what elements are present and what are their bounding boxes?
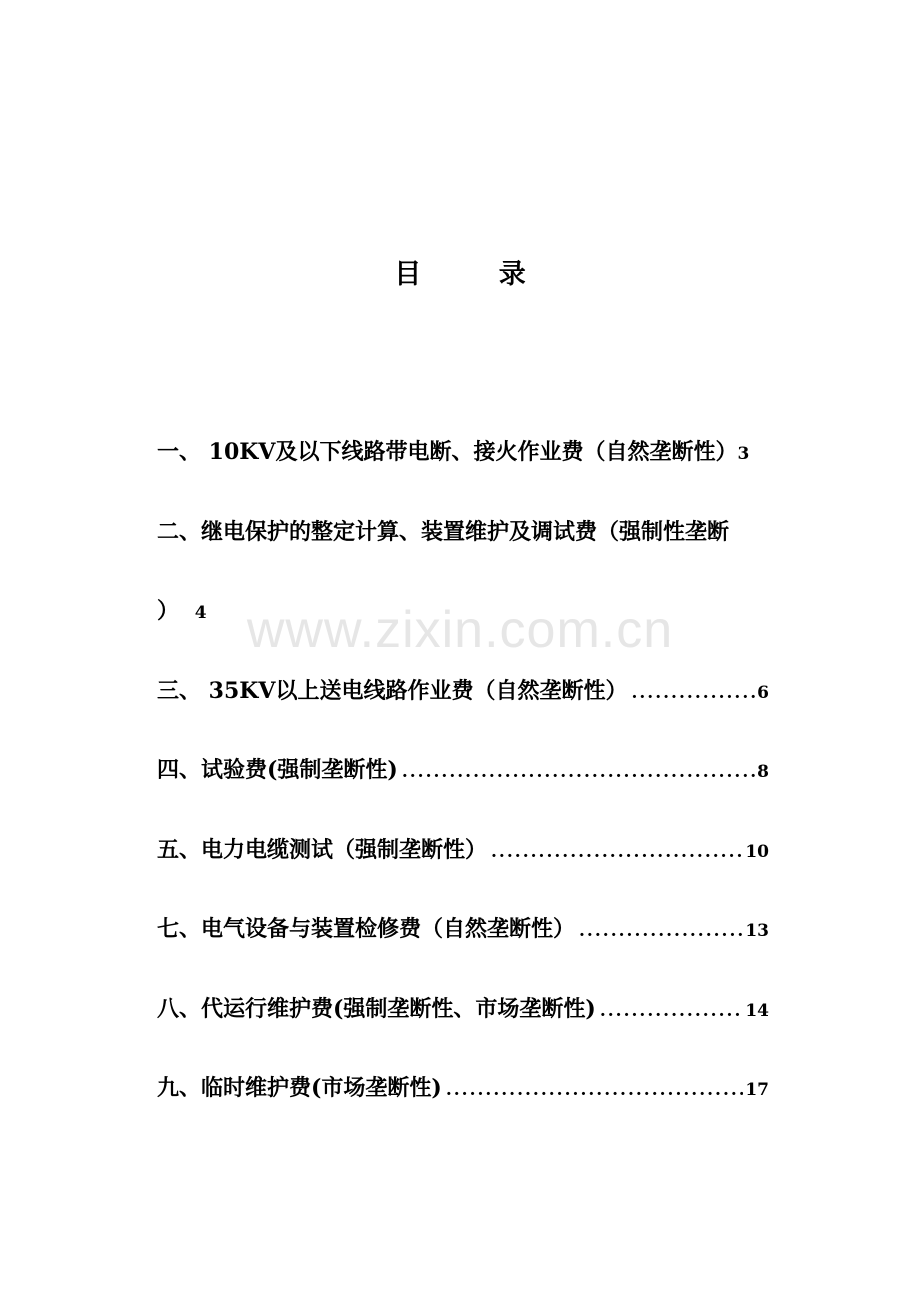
- toc-entry-text: 九、临时维护费(市场垄断性): [157, 1075, 442, 1101]
- watermark: www.zixin.com.cn: [246, 601, 674, 659]
- toc-entry-text-continued: ）: [157, 598, 180, 624]
- toc-leader-dots: [491, 837, 743, 867]
- toc-entry-text: 四、试验费(强制垄断性): [157, 757, 398, 783]
- toc-entry-page: 4: [194, 603, 207, 623]
- toc-entry-text: 五、电力电缆测试（强制垄断性）: [157, 837, 488, 863]
- toc-entry-6[interactable]: [157, 914, 769, 946]
- toc-entry-page: 17: [745, 1080, 769, 1100]
- toc-entry-page: 10: [745, 842, 769, 862]
- toc-entry-text: 一、 10KV及以下线路带电断、接火作业费（自然垄断性）: [157, 439, 738, 465]
- toc-leader-dots: [631, 678, 755, 708]
- toc-leader-dots: [446, 1075, 744, 1105]
- toc-entry-3[interactable]: [157, 676, 769, 708]
- toc-entry-4[interactable]: [157, 755, 769, 787]
- toc-entry-page: 14: [745, 1001, 769, 1021]
- toc-entry-page: 8: [757, 762, 769, 782]
- toc-leader-dots: [579, 916, 743, 946]
- toc-entry-8[interactable]: [157, 1073, 769, 1105]
- toc-leader-dots: [600, 996, 744, 1026]
- toc-entry-2-continued[interactable]: [157, 596, 207, 628]
- toc-entry-1[interactable]: [157, 437, 749, 469]
- page-title: 目 录: [394, 259, 560, 290]
- toc-entry-page: 13: [745, 921, 769, 941]
- toc-entry-text: 八、代运行维护费(强制垄断性、市场垄断性): [157, 996, 596, 1022]
- toc-entry-text: 三、 35KV以上送电线路作业费（自然垄断性）: [157, 678, 628, 704]
- toc-entry-7[interactable]: [157, 994, 769, 1026]
- toc-entry-5[interactable]: [157, 835, 769, 867]
- toc-entry-page: 6: [757, 683, 769, 703]
- toc-entry-2[interactable]: [157, 517, 729, 547]
- toc-leader-dots: [402, 757, 755, 787]
- toc-entry-text: 七、电气设备与装置检修费（自然垄断性）: [157, 916, 576, 942]
- toc-entry-page: 3: [737, 444, 750, 464]
- toc-entry-text: 二、继电保护的整定计算、装置维护及调试费（强制性垄断: [157, 519, 730, 545]
